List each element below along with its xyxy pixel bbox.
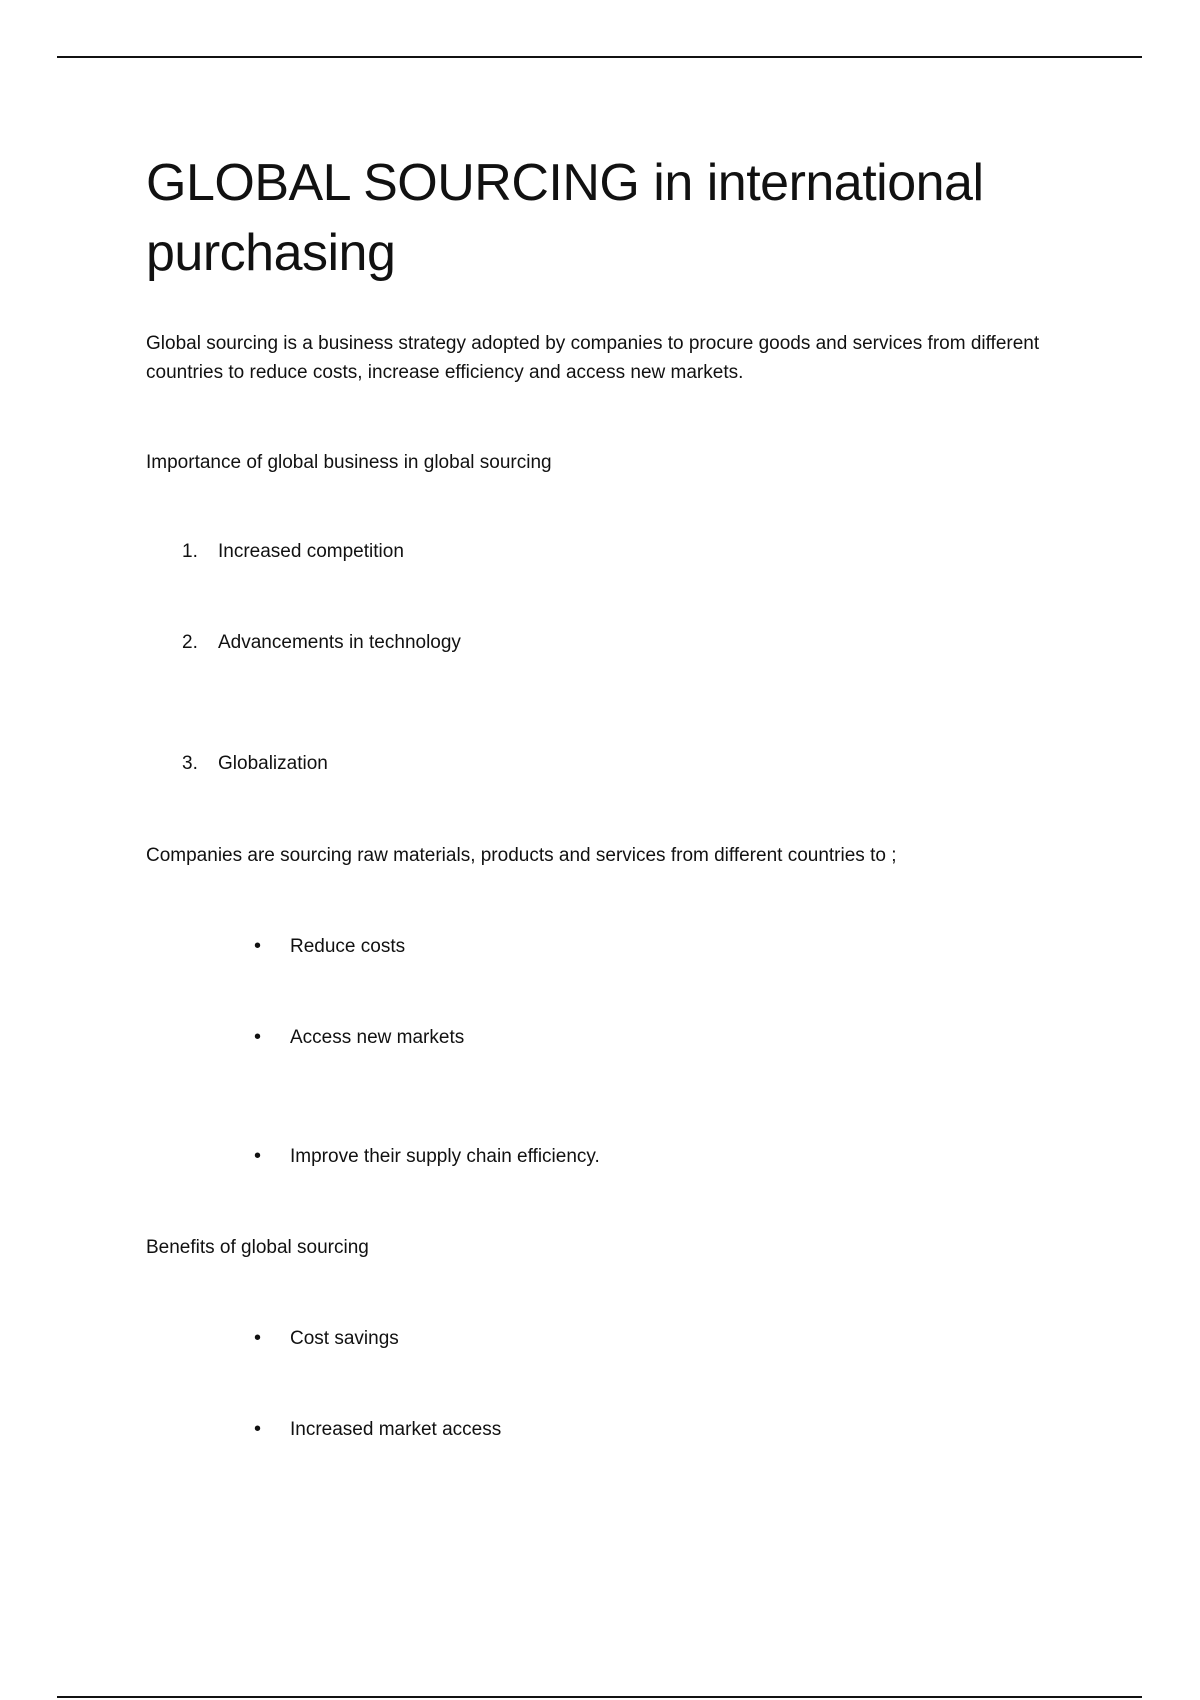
list-item-text: Improve their supply chain efficiency.	[290, 1146, 600, 1167]
list-number: 3.	[182, 753, 198, 774]
bullet-icon: •	[254, 1418, 262, 1440]
list-item-text: Reduce costs	[290, 936, 406, 957]
list-item	[254, 932, 405, 961]
list-item-text: Access new markets	[290, 1027, 465, 1048]
benefits-heading: Benefits of global sourcing	[146, 1237, 369, 1258]
list-item	[254, 1415, 501, 1444]
list-number: 2.	[182, 632, 198, 653]
bullet-icon: •	[254, 935, 262, 957]
list-item-text: Increased market access	[290, 1419, 502, 1440]
bullet-icon: •	[254, 1026, 262, 1048]
list-item	[254, 1324, 399, 1353]
list-item-text: Increased competition	[218, 541, 404, 562]
reasons-heading: Companies are sourcing raw materials, products and services from different countries to ;	[146, 845, 897, 866]
importance-heading: Importance of global business in global sourcing	[146, 452, 552, 473]
intro-paragraph: Global sourcing is a business strategy adopted by companies to procure goods and services from different countries to reduce costs, increase efficiency and access new markets.	[146, 333, 1040, 383]
bullet-icon: •	[254, 1145, 262, 1167]
list-item-text: Globalization	[218, 753, 328, 774]
list-item	[254, 1023, 464, 1052]
bottom-rule	[57, 1696, 1142, 1698]
list-item-text: Advancements in technology	[218, 632, 461, 653]
list-item-text: Cost savings	[290, 1328, 399, 1349]
list-item	[182, 538, 404, 566]
list-item	[182, 750, 328, 778]
top-rule	[57, 56, 1142, 58]
list-item	[182, 629, 461, 657]
list-number: 1.	[182, 541, 198, 562]
bullet-icon: •	[254, 1327, 262, 1349]
document-title: GLOBAL SOURCING in international purchasing	[146, 154, 984, 282]
list-item	[254, 1142, 600, 1171]
